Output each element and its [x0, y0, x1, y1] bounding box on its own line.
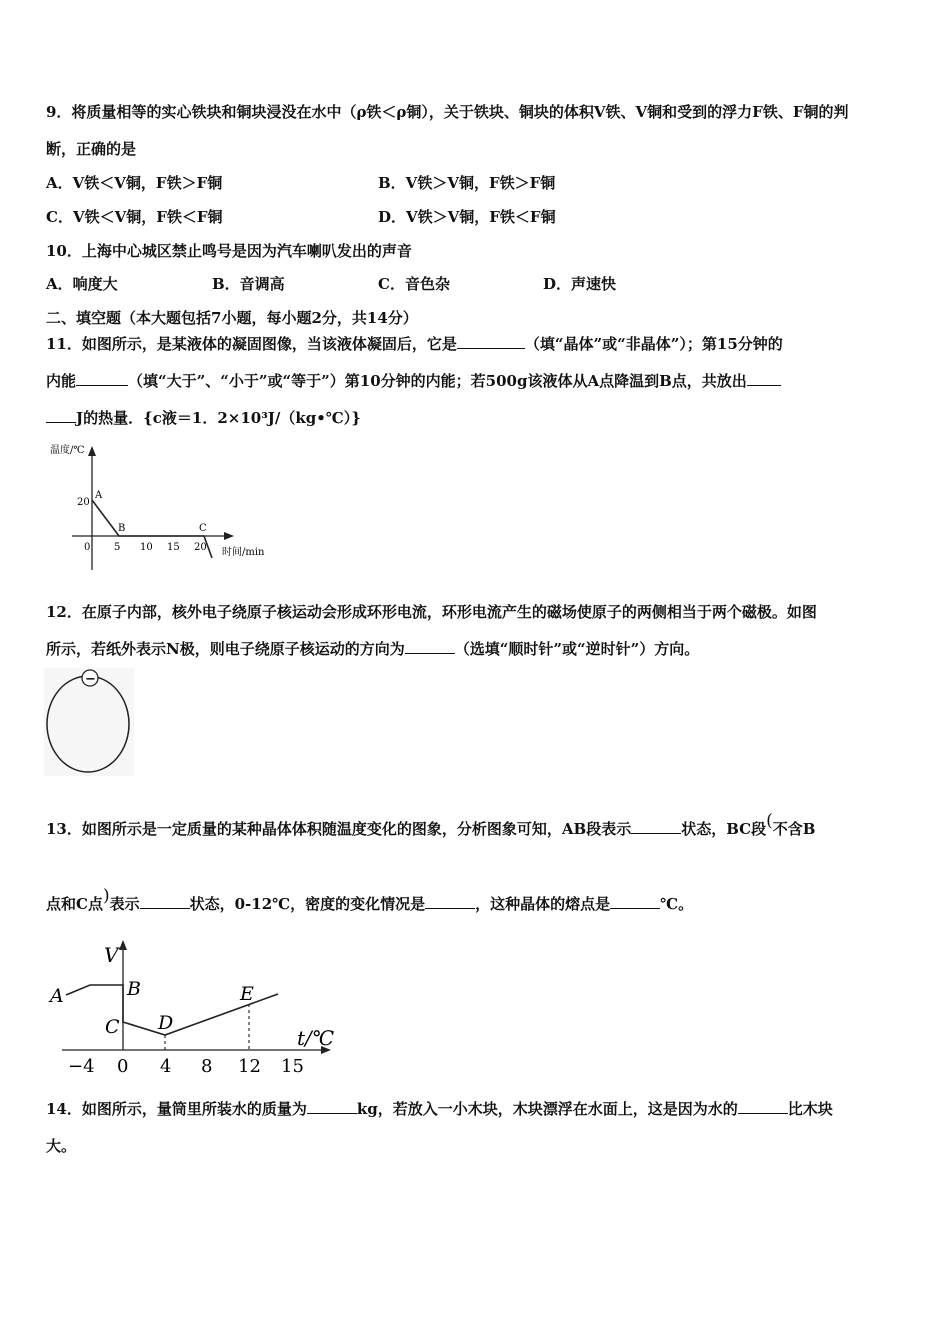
q13-x-tick-15: 15 — [281, 1056, 304, 1076]
q10-option-c: C．音色杂 — [378, 275, 450, 293]
q13-line-1 — [46, 811, 816, 839]
q11-x-tick-15: 15 — [167, 542, 180, 553]
q10-stem: 10．上海中心城区禁止鸣号是因为汽车喇叭发出的声音 — [46, 242, 412, 260]
q14-line-2: 大。 — [46, 1137, 77, 1155]
q11-y-arrow — [88, 446, 96, 456]
q11-solidification-graph — [44, 440, 269, 580]
q11-answer-blank-2[interactable] — [76, 371, 128, 386]
q14-answer-blank-1[interactable] — [307, 1099, 357, 1114]
q13-text-1c: 不含B — [772, 820, 816, 838]
q11-answer-blank-3-cont[interactable] — [46, 408, 76, 423]
q13-text-2a: 点和C点 — [46, 895, 103, 913]
q9-option-c: C．V铁＜V铜，F铁＜F铜 — [46, 208, 223, 226]
q13-line-2 — [46, 886, 694, 914]
q13-left-paren: ( — [766, 811, 773, 831]
q9-option-b: B．V铁＞V铜，F铁＞F铜 — [378, 174, 556, 192]
q13-x-tick-neg4: −4 — [68, 1056, 95, 1076]
q11-text-3: J的热量．{c液＝1．2×10³J/（kg•℃）} — [76, 409, 361, 427]
q10-option-b: B．音调高 — [212, 275, 285, 293]
q9-option-d: D．V铁＞V铜，F铁＜F铜 — [378, 208, 556, 226]
q13-point-a: A — [50, 985, 64, 1007]
q14-text-1a: 14．如图所示，量筒里所装水的质量为 — [46, 1100, 307, 1118]
q13-text-1b: 状态，BC段 — [681, 820, 767, 838]
q9-stem-continued: 断，正确的是 — [46, 140, 137, 158]
q13-text-1a: 13．如图所示是一定质量的某种晶体体积随温度变化的图象，分析图象可知，AB段表示 — [46, 820, 632, 838]
q11-text-1b: （填“晶体”或“非晶体”）；第15分钟的 — [524, 335, 783, 353]
q13-y-arrow — [119, 940, 127, 950]
q11-x-tick-0: 0 — [84, 542, 91, 553]
q13-text-2d: ，这种晶体的熔点是 — [475, 895, 611, 913]
q11-x-tick-10: 10 — [140, 542, 153, 553]
q11-x-tick-5: 5 — [114, 542, 121, 553]
q11-point-b: B — [118, 523, 126, 534]
q11-answer-blank-1[interactable] — [457, 334, 525, 349]
q14-text-1c: 比木块 — [787, 1100, 833, 1118]
q12-answer-blank[interactable] — [405, 639, 455, 654]
q13-x-tick-0: 0 — [117, 1056, 129, 1076]
q13-x-tick-4: 4 — [160, 1056, 172, 1076]
q13-y-label: V — [104, 943, 119, 967]
q12-atom-figure — [44, 668, 134, 778]
q10-option-a: A．响度大 — [46, 275, 118, 293]
q9-option-a: A．V铁＜V铜，F铁＞F铜 — [46, 174, 223, 192]
q12-electron-sign: − — [85, 672, 96, 687]
q14-text-1b: kg，若放入一小木块，木块漂浮在水面上，这是因为水的 — [356, 1100, 738, 1118]
q12-text-2b: （选填“顺时针”或“逆时针”）方向。 — [454, 640, 700, 658]
q13-volume-temperature-graph — [44, 938, 344, 1076]
q11-text-2b: （填“大于”、“小于”或“等于”）第10分钟的内能；若500g该液体从A点降温到B点，共放出 — [128, 372, 747, 390]
q10-option-d: D．声速快 — [543, 275, 617, 293]
q11-line-2 — [46, 371, 781, 391]
q9-stem: 9．将质量相等的实心铁块和铜块浸没在水中（ρ铁＜ρ铜），关于铁块、铜块的体积V铁、V铜和受到的浮力F铁、F铜的判 — [46, 103, 849, 121]
q11-y-label: 温度/℃ — [50, 445, 85, 456]
q13-x-tick-12: 12 — [238, 1056, 261, 1076]
q13-x-tick-8: 8 — [201, 1056, 213, 1076]
q11-x-arrow — [224, 532, 234, 540]
q13-answer-blank-3[interactable] — [425, 894, 475, 909]
q11-point-c: C — [199, 523, 207, 534]
q11-answer-blank-3[interactable] — [747, 371, 781, 386]
q11-y-tick-20: 20 — [77, 497, 90, 508]
q13-text-2c: 状态，0-12℃，密度的变化情况是 — [189, 895, 426, 913]
q13-point-c: C — [105, 1016, 120, 1038]
q11-text-1a: 11．如图所示，是某液体的凝固图像，当该液体凝固后，它是 — [46, 335, 457, 353]
q14-answer-blank-2[interactable] — [738, 1099, 788, 1114]
section-2-heading: 二、填空题（本大题包括7小题，每小题2分，共14分） — [46, 309, 418, 327]
q11-x-label: 时间/min — [222, 547, 265, 558]
q11-line-3 — [46, 408, 361, 428]
q13-answer-blank-2[interactable] — [140, 894, 190, 909]
q12-line-1: 12．在原子内部，核外电子绕原子核运动会形成环形电流，环形电流产生的磁场使原子的两侧相当于两个磁极。如图 — [46, 603, 817, 621]
q11-point-a: A — [95, 490, 103, 501]
q13-answer-blank-4[interactable] — [610, 894, 660, 909]
q12-line-2 — [46, 639, 699, 659]
q13-point-d: D — [158, 1012, 174, 1034]
q11-text-2a: 内能 — [46, 372, 77, 390]
q14-line-1 — [46, 1099, 833, 1119]
q13-point-b: B — [127, 978, 141, 1000]
q13-answer-blank-1[interactable] — [631, 819, 681, 834]
q13-text-2b: 表示 — [109, 895, 140, 913]
q13-point-e: E — [240, 983, 254, 1005]
q11-x-tick-20: 20 — [194, 542, 207, 553]
q13-x-label: t/℃ — [297, 1026, 335, 1050]
q13-right-paren: ) — [102, 886, 110, 906]
q11-line-1 — [46, 334, 783, 354]
q12-text-2a: 所示，若纸外表示N极，则电子绕原子核运动的方向为 — [46, 640, 405, 658]
q13-text-2e: ℃。 — [660, 895, 694, 913]
